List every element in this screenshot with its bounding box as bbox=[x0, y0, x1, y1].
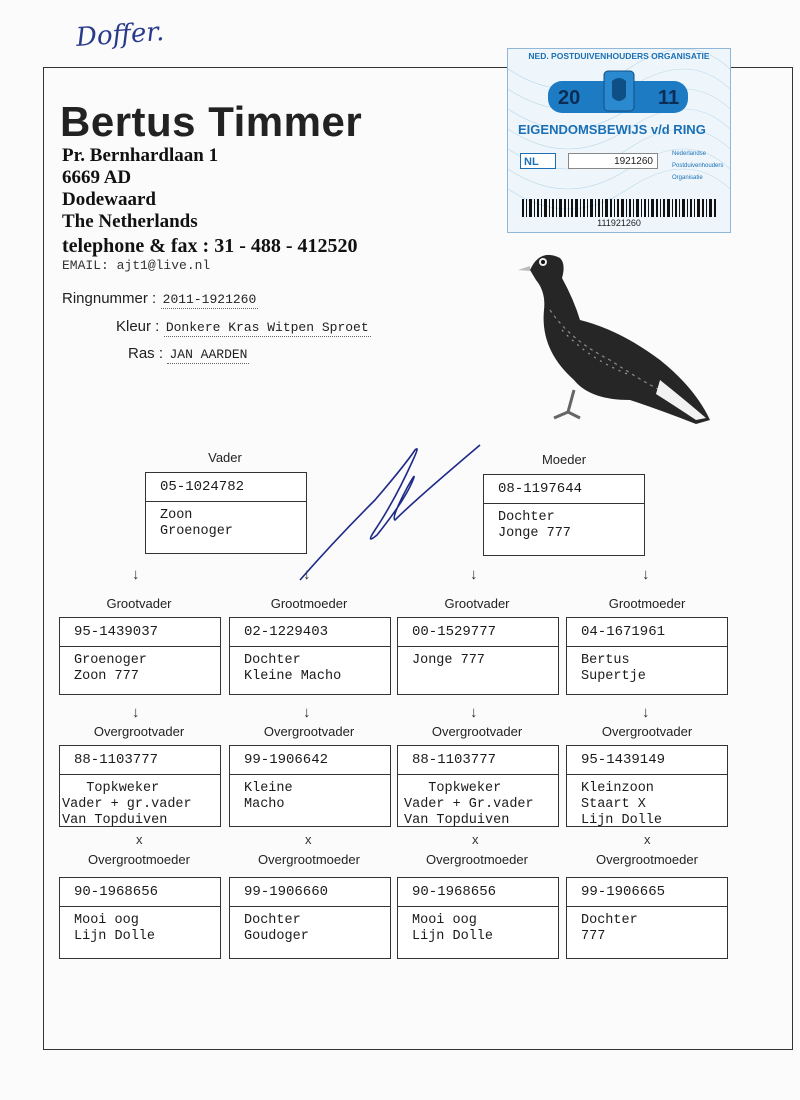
great-grandfather-4-ring: 95-1439149 bbox=[567, 746, 727, 775]
arrow-icon: ↓ bbox=[470, 704, 478, 721]
great-grandmother-2-ring: 99-1906660 bbox=[230, 878, 390, 907]
color-value: Donkere Kras Witpen Sproet bbox=[165, 320, 369, 335]
grandfather-1-ring: 95-1439037 bbox=[60, 618, 220, 647]
cross-mark: x bbox=[472, 832, 479, 847]
arrow-icon: ↓ bbox=[642, 704, 650, 721]
sticker-year-left: 20 bbox=[558, 87, 581, 109]
father-description: Zoon Groenoger bbox=[160, 508, 233, 539]
grandmother-1-box bbox=[229, 617, 391, 695]
great-grandfather-1-ring: 88-1103777 bbox=[60, 746, 220, 775]
ring-ownership-sticker bbox=[507, 48, 731, 233]
sticker-year-right: 11 bbox=[658, 87, 680, 109]
great-grandfather-3-ring: 88-1103777 bbox=[398, 746, 558, 775]
handwritten-note: Doffer. bbox=[75, 16, 166, 54]
grandfather-1-description: Groenoger Zoon 777 bbox=[74, 653, 147, 684]
address-postcode: 6669 AD bbox=[62, 167, 132, 188]
sticker-legend-1: Nederlandse bbox=[672, 151, 707, 157]
great-grandfather-1-box bbox=[59, 745, 221, 827]
great-grandfather-3-box bbox=[397, 745, 559, 827]
mother-ring: 08-1197644 bbox=[484, 475, 644, 504]
great-grandfather-2-heading: Overgrootvader bbox=[263, 724, 355, 739]
address-city: Dodewaard bbox=[62, 189, 156, 210]
grandmother-1-heading: Grootmoeder bbox=[270, 596, 348, 611]
great-grandmother-1-box bbox=[59, 877, 221, 959]
arrow-icon: ↓ bbox=[132, 704, 140, 721]
breeder-name: Bertus Timmer bbox=[60, 98, 363, 145]
grandmother-2-heading: Grootmoeder bbox=[608, 596, 686, 611]
great-grandfather-1-description: Topkweker Vader + gr.vader Van Topduiven bbox=[62, 781, 192, 828]
address-street: Pr. Bernhardlaan 1 bbox=[62, 145, 219, 166]
mother-box bbox=[483, 474, 645, 556]
sticker-legend-2: Postduivenhouders bbox=[672, 163, 724, 169]
grandmother-1-description: Dochter Kleine Macho bbox=[244, 653, 342, 684]
great-grandmother-4-description: Dochter 777 bbox=[581, 913, 638, 944]
breed-value: JAN AARDEN bbox=[169, 347, 248, 362]
great-grandmother-3-ring: 90-1968656 bbox=[398, 878, 558, 907]
breed-label: Ras : bbox=[128, 345, 164, 362]
color-label: Kleur : bbox=[116, 318, 160, 335]
great-grandmother-3-box bbox=[397, 877, 559, 959]
cross-mark: x bbox=[305, 832, 312, 847]
ring-number-value: 2011-1921260 bbox=[162, 292, 257, 307]
father-box bbox=[145, 472, 307, 554]
sticker-title: EIGENDOMSBEWIJS v/d RING bbox=[518, 122, 706, 137]
great-grandfather-4-heading: Overgrootvader bbox=[601, 724, 693, 739]
grandfather-2-box bbox=[397, 617, 559, 695]
barcode-number: 111921260 bbox=[597, 218, 641, 228]
grandmother-2-box bbox=[566, 617, 728, 695]
great-grandmother-4-heading: Overgrootmoeder bbox=[596, 852, 698, 867]
great-grandmother-2-box bbox=[229, 877, 391, 959]
grandfather-2-heading: Grootvader bbox=[444, 596, 510, 611]
color-row bbox=[116, 318, 371, 336]
arrow-icon: ↓ bbox=[303, 704, 311, 721]
telephone-fax: telephone & fax : 31 - 488 - 412520 bbox=[62, 235, 358, 257]
signature bbox=[295, 440, 485, 585]
great-grandfather-4-description: Kleinzoon Staart X Lijn Dolle bbox=[581, 781, 663, 828]
grandmother-2-description: Bertus Supertje bbox=[581, 653, 646, 684]
cross-mark: x bbox=[644, 832, 651, 847]
grandmother-2-ring: 04-1671961 bbox=[567, 618, 727, 647]
great-grandmother-3-heading: Overgrootmoeder bbox=[426, 852, 528, 867]
breed-row bbox=[128, 345, 249, 363]
lion-emblem-icon bbox=[602, 67, 636, 117]
great-grandfather-3-heading: Overgrootvader bbox=[431, 724, 523, 739]
sticker-header: NED. POSTDUIVENHOUDERS ORGANISATIE bbox=[528, 51, 710, 61]
grandmother-1-ring: 02-1229403 bbox=[230, 618, 390, 647]
pigeon-photo bbox=[510, 240, 720, 440]
sticker-ring-number: 1921260 bbox=[568, 153, 658, 169]
address-country: The Netherlands bbox=[62, 211, 198, 232]
arrow-icon: ↓ bbox=[642, 566, 650, 583]
arrow-icon: ↓ bbox=[470, 566, 478, 583]
great-grandfather-3-description: Topkweker Vader + Gr.vader Van Topduiven bbox=[404, 781, 534, 828]
grandfather-1-box bbox=[59, 617, 221, 695]
great-grandmother-1-ring: 90-1968656 bbox=[60, 878, 220, 907]
father-heading: Vader bbox=[208, 450, 242, 465]
great-grandmother-3-description: Mooi oog Lijn Dolle bbox=[412, 913, 494, 944]
great-grandmother-2-heading: Overgrootmoeder bbox=[258, 852, 360, 867]
great-grandfather-2-description: Kleine Macho bbox=[244, 781, 293, 812]
mother-description: Dochter Jonge 777 bbox=[498, 510, 571, 541]
email-address: EMAIL: ajt1@live.nl bbox=[62, 258, 211, 273]
arrow-icon: ↓ bbox=[303, 566, 311, 583]
great-grandmother-4-box bbox=[566, 877, 728, 959]
great-grandfather-4-box bbox=[566, 745, 728, 827]
arrow-icon: ↓ bbox=[132, 566, 140, 583]
barcode-graphic bbox=[522, 199, 717, 217]
great-grandmother-4-ring: 99-1906665 bbox=[567, 878, 727, 907]
great-grandfather-1-heading: Overgrootvader bbox=[93, 724, 185, 739]
ring-number-row bbox=[62, 290, 258, 308]
ring-number-label: Ringnummer : bbox=[62, 290, 157, 307]
great-grandmother-1-heading: Overgrootmoeder bbox=[88, 852, 190, 867]
great-grandfather-2-box bbox=[229, 745, 391, 827]
great-grandmother-2-description: Dochter Goudoger bbox=[244, 913, 309, 944]
father-ring: 05-1024782 bbox=[146, 473, 306, 502]
mother-heading: Moeder bbox=[541, 452, 587, 467]
sticker-legend-3: Organisatie bbox=[672, 175, 703, 181]
great-grandmother-1-description: Mooi oog Lijn Dolle bbox=[74, 913, 156, 944]
grandfather-2-description: Jonge 777 bbox=[412, 653, 485, 668]
grandfather-1-heading: Grootvader bbox=[106, 596, 172, 611]
grandfather-2-ring: 00-1529777 bbox=[398, 618, 558, 647]
sticker-country: NL bbox=[520, 153, 556, 169]
cross-mark: x bbox=[136, 832, 143, 847]
great-grandfather-2-ring: 99-1906642 bbox=[230, 746, 390, 775]
